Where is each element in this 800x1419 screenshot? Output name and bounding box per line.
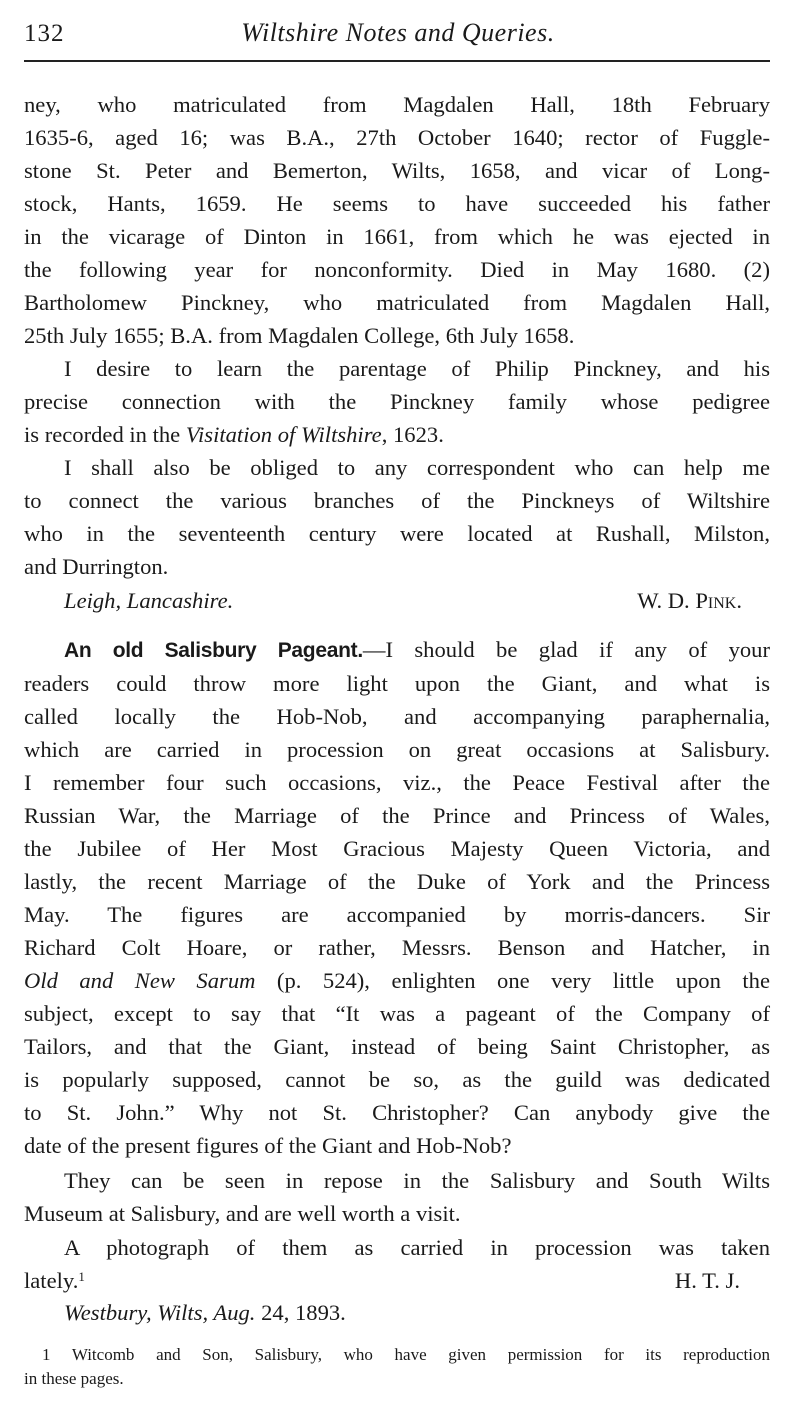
text-line: Richard Colt Hoare, or rather, Messrs. Benson and Hatcher, in: [24, 935, 770, 960]
running-title: Wiltshire Notes and Queries.: [241, 18, 555, 47]
signature-place: [64, 586, 233, 616]
text-line: to St. John.” Why not St. Christopher? Can anybody give the: [24, 1100, 770, 1125]
page-header: [24, 14, 772, 58]
place-name: Leigh: [64, 588, 116, 613]
place-name: Westbury, Wilts, Aug.: [64, 1300, 256, 1325]
date-text: 24, 1893.: [255, 1300, 346, 1325]
text-line: A photograph of them as carried in procession was taken: [64, 1235, 770, 1260]
text-line: stone St. Peter and Bemerton, Wilts, 1658, and vicar of Long-: [24, 158, 770, 183]
text-line: precise connection with the Pinckney family whose pedigree: [24, 389, 770, 414]
text-line: [24, 966, 770, 996]
header-rule: [24, 60, 770, 62]
text-line: 25th July 1655; B.A. from Magdalen College, 6th July 1658.: [24, 323, 575, 348]
text-line: I desire to learn the parentage of Philip Pinckney, and his: [64, 356, 770, 381]
text-line: I remember four such occasions, viz., the Peace Festival after the: [24, 770, 770, 795]
text-line: They can be seen in repose in the Salisbury and South Wilts: [64, 1168, 770, 1193]
text-line: called locally the Hob-Nob, and accompanying paraphernalia,: [24, 704, 770, 729]
text-line: to connect the various branches of the Pinckneys of Wiltshire: [24, 488, 770, 513]
text-line: [24, 1266, 85, 1296]
text-line: Tailors, and that the Giant, instead of being Saint Christopher, as: [24, 1034, 770, 1059]
text-line: Russian War, the Marriage of the Prince and Princess of Wales,: [24, 803, 770, 828]
text-line: [64, 635, 770, 666]
text-line: stock, Hants, 1659. He seems to have succeeded his father: [24, 191, 770, 216]
footnote-mark: 1: [42, 1345, 51, 1364]
place-county: , Lancashire.: [115, 588, 234, 613]
text-line: ney, who matriculated from Magdalen Hall, 18th February: [24, 92, 770, 117]
footnote-reference: 1: [78, 1269, 85, 1284]
text-line: the following year for nonconformity. Died in May 1680. (2): [24, 257, 770, 282]
text-line: Bartholomew Pinckney, who matriculated from Magdalen Hall,: [24, 290, 770, 315]
signature-author: W. D. Pink.: [637, 588, 742, 613]
book-title: Visitation of Wiltshire: [185, 422, 382, 447]
text-line: is popularly supposed, cannot be so, as the guild was dedicated: [24, 1067, 770, 1092]
text-line: who in the seventeenth century were located at Rushall, Milston,: [24, 521, 770, 546]
text-line: readers could throw more light upon the Giant, and what is: [24, 671, 770, 696]
text-line: in the vicarage of Dinton in 1661, from which he was ejected in: [24, 224, 770, 249]
text-span: , 1623.: [381, 422, 444, 447]
footnote-text: Witcomb and Son, Salisbury, who have given permission for its reproduction: [71, 1345, 770, 1364]
text-line: Museum at Salisbury, and are well worth a visit.: [24, 1201, 461, 1226]
footnote-line: [42, 1344, 770, 1366]
text-line: [24, 420, 770, 450]
text-line: the Jubilee of Her Most Gracious Majesty Queen Victoria, and: [24, 836, 770, 861]
text-span: is recorded in the: [24, 422, 186, 447]
text-line: lastly, the recent Marriage of the Duke of York and the Princess: [24, 869, 770, 894]
text-line: and Durrington.: [24, 554, 169, 579]
text-line: subject, except to say that “It was a pageant of the Company of: [24, 1001, 770, 1026]
text-line: date of the present figures of the Giant and Hob-Nob?: [24, 1133, 512, 1158]
text-span: —I should be glad if any of your: [362, 637, 771, 662]
text-line: May. The figures are accompanied by morris-dancers. Sir: [24, 902, 770, 927]
signature-initials: H. T. J.: [674, 1268, 740, 1293]
signature-place-date: [64, 1298, 346, 1328]
footnote-line: in these pages.: [24, 1369, 124, 1388]
text-line: 1635-6, aged 16; was B.A., 27th October 1640; rector of Fuggle-: [24, 125, 770, 150]
book-title: Old and New Sarum: [24, 968, 256, 993]
text-line: which are carried in procession on great occasions at Salisbury.: [24, 737, 770, 762]
text-line: I shall also be obliged to any correspondent who can help me: [64, 455, 770, 480]
text-span: (p. 524), enlighten one very little upon the: [255, 968, 770, 993]
page-number: 132: [24, 20, 65, 47]
article-heading: An old Salisbury Pageant.: [64, 639, 363, 662]
text-span: lately.: [24, 1268, 79, 1293]
